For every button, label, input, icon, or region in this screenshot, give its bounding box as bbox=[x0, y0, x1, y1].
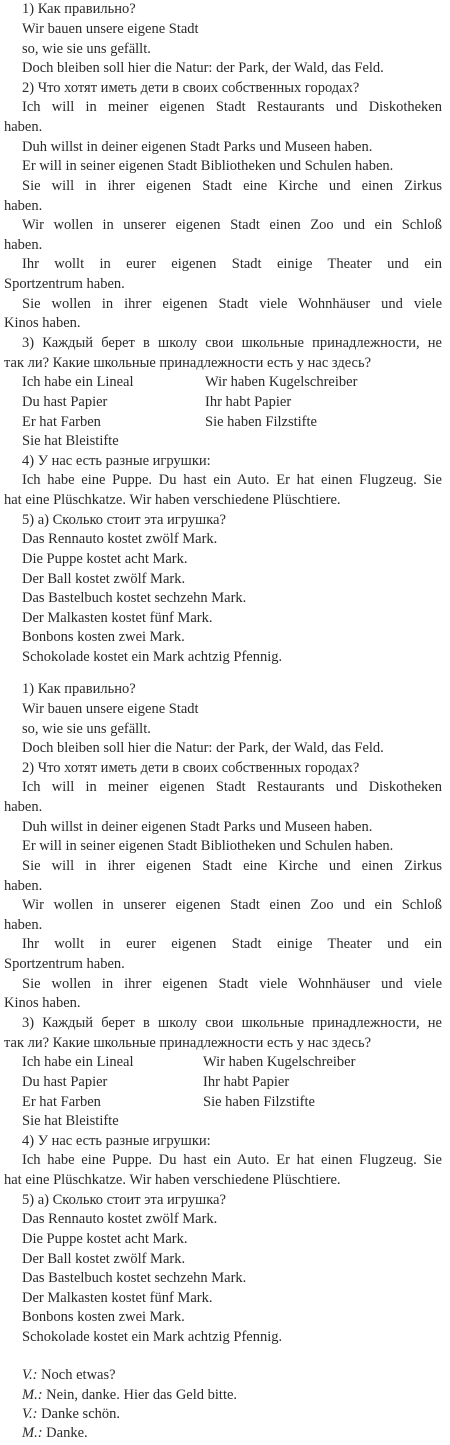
poem-line: Wir bauen unsere eigene Stadt bbox=[22, 21, 199, 37]
paragraph-line: haben. bbox=[4, 917, 43, 933]
list-item: Der Malkasten kostet fünf Mark. bbox=[22, 1290, 213, 1306]
section-heading: 4) У нас есть разные игрушки: bbox=[22, 453, 211, 469]
speaker-label: M.: bbox=[22, 1425, 43, 1441]
section-heading: 5) а) Сколько стоит эта игрушка? bbox=[22, 512, 226, 528]
list-item: Der Malkasten kostet fünf Mark. bbox=[22, 610, 213, 626]
list-item: Der Ball kostet zwölf Mark. bbox=[22, 1251, 186, 1267]
paragraph-line: Sie wollen in ihrer eigenen Stadt viele Wohnhäuser und viele bbox=[22, 976, 442, 992]
list-item: Ihr habt Papier bbox=[205, 394, 292, 410]
dialog-text: Nein, danke. Hier das Geld bitte. bbox=[46, 1387, 238, 1403]
dialog-text: Danke schön. bbox=[41, 1406, 120, 1422]
list-item: Das Bastelbuch kostet sechzehn Mark. bbox=[22, 590, 247, 606]
list-item: Die Puppe kostet acht Mark. bbox=[22, 1231, 188, 1247]
list-item: Das Bastelbuch kostet sechzehn Mark. bbox=[22, 1270, 247, 1286]
section-heading: так ли? Какие школьные принадлежности есть у нас здесь? bbox=[4, 1035, 372, 1051]
dialog-line bbox=[22, 1386, 237, 1406]
paragraph-line: Er will in seiner eigenen Stadt Bibliotheken und Schulen haben. bbox=[22, 158, 394, 174]
dialog-line bbox=[22, 1405, 120, 1425]
paragraph-line: Ihr wollt in eurer eigenen Stadt einige Theater und ein bbox=[22, 936, 442, 952]
section-heading: 2) Что хотят иметь дети в своих собственных городах? bbox=[22, 760, 360, 776]
list-item: Das Rennauto kostet zwölf Mark. bbox=[22, 1211, 218, 1227]
poem-line: Doch bleiben soll hier die Natur: der Park, der Wald, das Feld. bbox=[22, 60, 384, 76]
section-heading: так ли? Какие школьные принадлежности есть у нас здесь? bbox=[4, 355, 372, 371]
paragraph-line: Sportzentrum haben. bbox=[4, 956, 125, 972]
paragraph-line: Kinos haben. bbox=[4, 315, 81, 331]
paragraph-line: Duh willst in deiner eigenen Stadt Parks und Museen haben. bbox=[22, 819, 373, 835]
paragraph-line: haben. bbox=[4, 119, 43, 135]
dialog-line bbox=[22, 1366, 116, 1386]
section-heading: 3) Каждый берет в школу свои школьные принадлежности, не bbox=[22, 1015, 442, 1031]
list-item: Das Rennauto kostet zwölf Mark. bbox=[22, 531, 218, 547]
paragraph-line: hat eine Plüschkatze. Wir haben verschiedene Plüschtiere. bbox=[4, 1172, 341, 1188]
paragraph-line: Sie will in ihrer eigenen Stadt eine Kirche und einen Zirkus bbox=[22, 178, 442, 194]
paragraph-line: Ihr wollt in eurer eigenen Stadt einige Theater und ein bbox=[22, 256, 442, 272]
section-heading: 5) а) Сколько стоит эта игрушка? bbox=[22, 1192, 226, 1208]
paragraph-line: haben. bbox=[4, 237, 43, 253]
paragraph-line: Ich habe eine Puppe. Du hast ein Auto. Er hat einen Flugzeug. Sie bbox=[22, 1152, 442, 1168]
list-item: Wir haben Kugelschreiber bbox=[203, 1054, 356, 1070]
poem-line: Doch bleiben soll hier die Natur: der Park, der Wald, das Feld. bbox=[22, 740, 384, 756]
section-heading: 4) У нас есть разные игрушки: bbox=[22, 1133, 211, 1149]
list-item: Schokolade kostet ein Mark achtzig Pfennig. bbox=[22, 649, 283, 665]
paragraph-line: haben. bbox=[4, 799, 43, 815]
dialog-line bbox=[22, 1424, 88, 1444]
paragraph-line: Wir wollen in unserer eigenen Stadt einen Zoo und ein Schloß bbox=[22, 897, 442, 913]
list-item: Ich habe ein Lineal bbox=[22, 374, 134, 390]
paragraph-line: haben. bbox=[4, 878, 43, 894]
paragraph-line: Ich will in meiner eigenen Stadt Restaurants und Diskotheken bbox=[22, 99, 442, 115]
list-item: Er hat Farben bbox=[22, 1094, 101, 1110]
speaker-label: M.: bbox=[22, 1387, 43, 1403]
paragraph-line: Sie wollen in ihrer eigenen Stadt viele Wohnhäuser und viele bbox=[22, 296, 442, 312]
paragraph-line: Wir wollen in unserer eigenen Stadt einen Zoo und ein Schloß bbox=[22, 217, 442, 233]
paragraph-line: Ich will in meiner eigenen Stadt Restaurants und Diskotheken bbox=[22, 779, 442, 795]
paragraph-line: Ich habe eine Puppe. Du hast ein Auto. Er hat einen Flugzeug. Sie bbox=[22, 472, 442, 488]
list-item: Sie hat Bleistifte bbox=[22, 1113, 119, 1129]
speaker-label: V.: bbox=[22, 1406, 38, 1422]
list-item: Die Puppe kostet acht Mark. bbox=[22, 551, 188, 567]
list-item: Du hast Papier bbox=[22, 1074, 108, 1090]
list-item: Ihr habt Papier bbox=[203, 1074, 290, 1090]
poem-line: so, wie sie uns gefällt. bbox=[22, 41, 151, 57]
list-item: Der Ball kostet zwölf Mark. bbox=[22, 571, 186, 587]
list-item: Bonbons kosten zwei Mark. bbox=[22, 629, 185, 645]
section-heading: 3) Каждый берет в школу свои школьные принадлежности, не bbox=[22, 335, 442, 351]
list-item: Ich habe ein Lineal bbox=[22, 1054, 134, 1070]
section-heading: 1) Как правильно? bbox=[22, 1, 136, 17]
paragraph-line: Kinos haben. bbox=[4, 995, 81, 1011]
poem-line: Wir bauen unsere eigene Stadt bbox=[22, 701, 199, 717]
list-item: Schokolade kostet ein Mark achtzig Pfennig. bbox=[22, 1329, 283, 1345]
list-item: Er hat Farben bbox=[22, 414, 101, 430]
paragraph-line: Duh willst in deiner eigenen Stadt Parks und Museen haben. bbox=[22, 139, 373, 155]
paragraph-line: haben. bbox=[4, 198, 43, 214]
list-item: Sie haben Filzstifte bbox=[203, 1094, 315, 1110]
section-heading: 2) Что хотят иметь дети в своих собственных городах? bbox=[22, 80, 360, 96]
list-item: Sie hat Bleistifte bbox=[22, 433, 119, 449]
dialog-text: Danke. bbox=[46, 1425, 88, 1441]
speaker-label: V.: bbox=[22, 1367, 38, 1383]
list-item: Sie haben Filzstifte bbox=[205, 414, 317, 430]
paragraph-line: hat eine Plüschkatze. Wir haben verschiedene Plüschtiere. bbox=[4, 492, 341, 508]
section-heading: 1) Как правильно? bbox=[22, 681, 136, 697]
poem-line: so, wie sie uns gefällt. bbox=[22, 721, 151, 737]
dialog-text: Noch etwas? bbox=[41, 1367, 116, 1383]
list-item: Wir haben Kugelschreiber bbox=[205, 374, 358, 390]
paragraph-line: Sie will in ihrer eigenen Stadt eine Kirche und einen Zirkus bbox=[22, 858, 442, 874]
list-item: Bonbons kosten zwei Mark. bbox=[22, 1309, 185, 1325]
paragraph-line: Er will in seiner eigenen Stadt Bibliotheken und Schulen haben. bbox=[22, 838, 394, 854]
list-item: Du hast Papier bbox=[22, 394, 108, 410]
paragraph-line: Sportzentrum haben. bbox=[4, 276, 125, 292]
